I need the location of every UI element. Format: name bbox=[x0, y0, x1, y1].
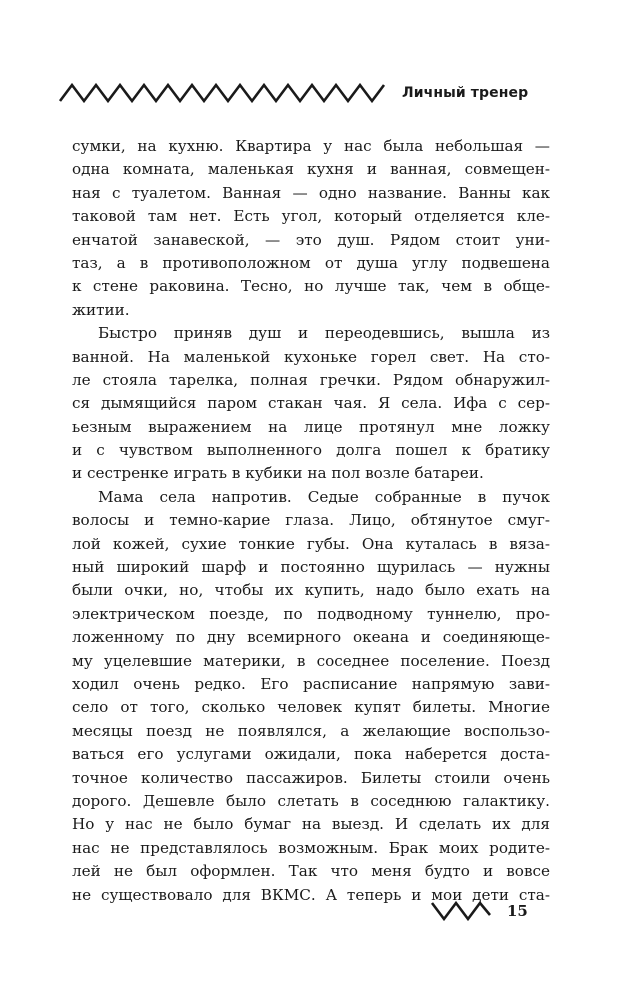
text-line: село от того, сколько человек купят билеты. Многие bbox=[72, 698, 550, 717]
text-line: Но у нас не было бумаг на выезд. И сделать их для bbox=[72, 815, 550, 834]
text-line: точное количество пассажиров. Билеты стоили очень bbox=[72, 768, 550, 787]
footer-zigzag-icon bbox=[430, 895, 492, 925]
text-line: и сестренке играть в кубики на пол возле батареи. bbox=[72, 464, 484, 483]
text-line: ваться его услугами ожидали, пока наберется доста- bbox=[72, 745, 550, 764]
text-line: ложенному по дну всемирного океана и соединяюще- bbox=[72, 628, 550, 647]
text-line: волосы и темно-карие глаза. Лицо, обтянутое смуг- bbox=[72, 511, 550, 530]
text-line: енчатой занавеской, — это душ. Рядом стоит уни- bbox=[72, 230, 550, 249]
text-line: ьезным выражением на лице протянул мне ложку bbox=[72, 417, 550, 436]
text-line: лей не был оформлен. Так что меня будто и вовсе bbox=[72, 862, 550, 881]
text-line: житии. bbox=[72, 300, 130, 319]
text-line: нас не представлялось возможным. Брак моих родите- bbox=[72, 838, 550, 857]
text-line: ся дымящийся паром стакан чая. Я села. Ифа с сер- bbox=[72, 394, 550, 413]
page-number: 15 bbox=[507, 902, 528, 920]
text-line: электрическом поезде, по подводному туннелю, про- bbox=[72, 604, 550, 623]
text-line: таз, а в противоположном от душа углу подвешена bbox=[72, 253, 550, 272]
text-line: ходил очень редко. Его расписание напрямую зави- bbox=[72, 674, 550, 693]
text-line: сумки, на кухню. Квартира у нас была небольшая — bbox=[72, 137, 550, 155]
text-line: были очки, но, чтобы их купить, надо было ехать на bbox=[72, 581, 550, 600]
text-line: лой кожей, сухие тонкие губы. Она куталась в вяза- bbox=[72, 534, 550, 553]
body-text bbox=[72, 135, 550, 907]
text-line: и с чувством выполненного долга пошел к братику bbox=[72, 441, 550, 460]
text-line: к стене раковина. Тесно, но лучше так, чем в обще- bbox=[72, 277, 550, 296]
running-title: Личный тренер bbox=[402, 85, 529, 101]
text-line: ный широкий шарф и постоянно щурилась — нужны bbox=[72, 558, 550, 577]
text-line: Мама села напротив. Седые собранные в пучок bbox=[98, 487, 550, 506]
text-line: му уцелевшие материки, в соседнее поселение. Поезд bbox=[72, 651, 550, 670]
text-line: месяцы поезд не появлялся, а желающие воспользо- bbox=[72, 721, 550, 740]
header-zigzag-icon bbox=[58, 79, 390, 109]
text-line: дорого. Дешевле было слетать в соседнюю галактику. bbox=[72, 791, 550, 810]
text-line: Быстро приняв душ и переодевшись, вышла из bbox=[98, 324, 550, 343]
text-line: таковой там нет. Есть угол, который отделяется кле- bbox=[72, 207, 550, 226]
text-line: ле стояла тарелка, полная гречки. Рядом обнаружил- bbox=[72, 370, 550, 389]
text-line: ванной. На маленькой кухоньке горел свет. На сто- bbox=[72, 347, 550, 366]
text-line: не существовало для ВКМС. А теперь и мои дети ста- bbox=[72, 885, 550, 904]
text-line: ная с туалетом. Ванная — одно название. Ванны как bbox=[72, 183, 550, 202]
text-line: одна комната, маленькая кухня и ванная, совмещен- bbox=[72, 160, 550, 179]
